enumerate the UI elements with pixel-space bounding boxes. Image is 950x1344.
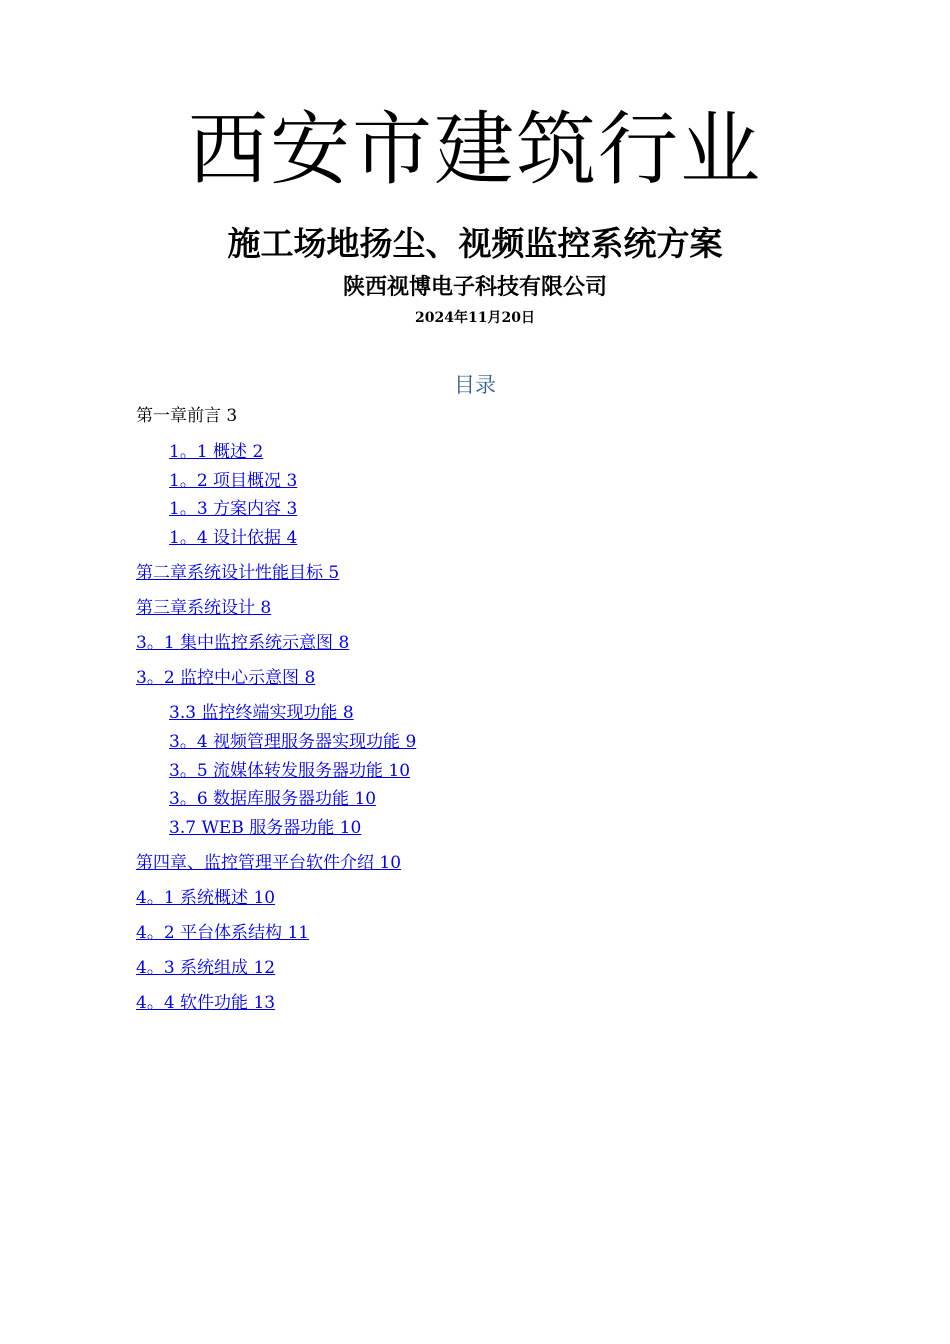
document-title: 西安市建筑行业 (188, 103, 762, 196)
toc-link-3-5[interactable]: 3。5 流媒体转发服务器功能 10 (169, 761, 411, 781)
toc-link-1-2[interactable]: 1。2 项目概况 3 (169, 471, 298, 491)
toc-link-1-4[interactable]: 1。4 设计依据 4 (169, 528, 298, 548)
toc-link-3-2[interactable]: 3。2 监控中心示意图 8 (136, 668, 316, 688)
toc-link-chapter-3[interactable]: 第三章系统设计 8 (136, 598, 272, 618)
toc-entry-chapter-1: 第一章前言 3 (136, 406, 238, 426)
toc-link-chapter-2[interactable]: 第二章系统设计性能目标 5 (136, 563, 340, 583)
toc-link-1-3[interactable]: 1。3 方案内容 3 (169, 499, 298, 519)
document-date: 2024年11月20日 (415, 310, 535, 326)
toc-link-chapter-4[interactable]: 第四章、监控管理平台软件介绍 10 (136, 853, 402, 873)
toc-link-4-3[interactable]: 4。3 系统组成 12 (136, 958, 276, 978)
toc-link-3-4[interactable]: 3。4 视频管理服务器实现功能 9 (169, 732, 417, 752)
toc-link-4-1[interactable]: 4。1 系统概述 10 (136, 888, 276, 908)
toc-link-4-2[interactable]: 4。2 平台体系结构 11 (136, 923, 310, 943)
toc-link-1-1[interactable]: 1。1 概述 2 (169, 442, 264, 462)
toc-link-3-6[interactable]: 3。6 数据库服务器功能 10 (169, 789, 377, 809)
document-subtitle (0, 220, 950, 268)
toc-link-3-7[interactable]: 3.7 WEB 服务器功能 10 (169, 818, 362, 838)
toc-link-3-3[interactable]: 3.3 监控终端实现功能 8 (169, 703, 354, 723)
toc-link-4-4[interactable]: 4。4 软件功能 13 (136, 993, 276, 1013)
subtitle-bold-part: 施工场地 (227, 224, 360, 263)
subtitle-rest-part: 扬尘、视频监控系统方案 (359, 224, 723, 263)
toc-link-3-1[interactable]: 3。1 集中监控系统示意图 8 (136, 633, 350, 653)
toc-heading: 目录 (454, 373, 496, 397)
company-name: 陕西视博电子科技有限公司 (342, 274, 607, 300)
